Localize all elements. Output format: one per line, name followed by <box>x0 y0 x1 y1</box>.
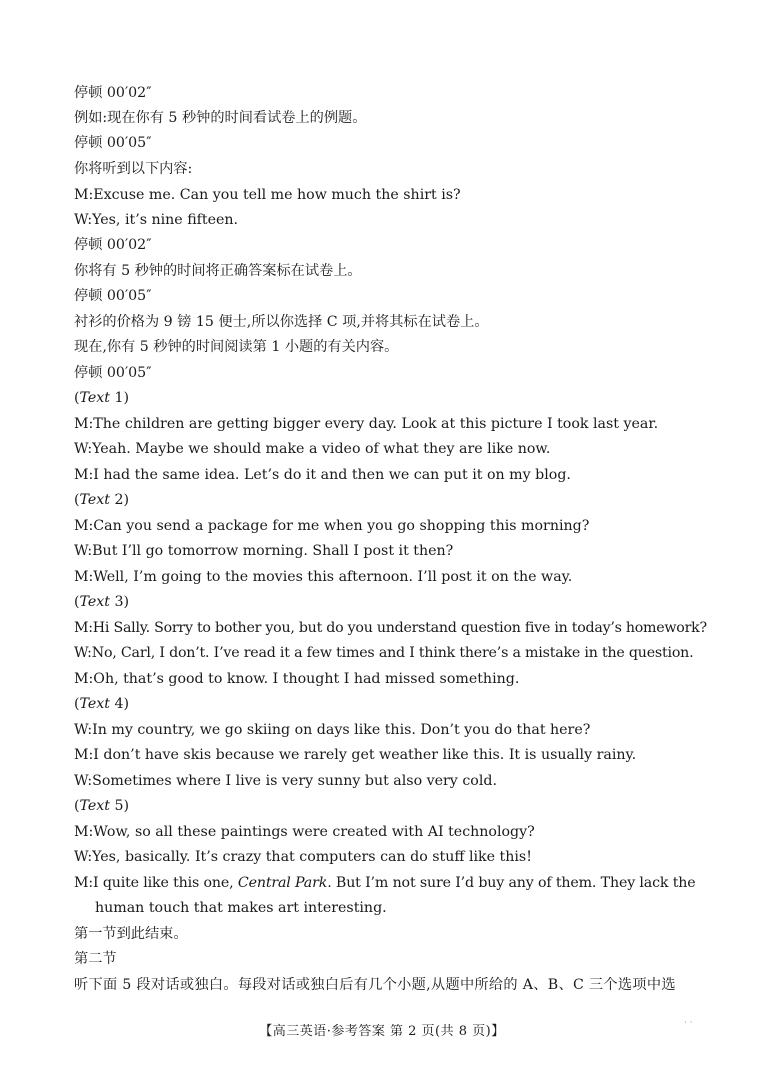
dialogue-line: M:Hi Sally. Sorry to bother you, but do you understand question five in today’s homework? <box>74 620 707 636</box>
text-label-num: 5) <box>110 798 130 814</box>
text-label-word: Text <box>79 696 111 712</box>
dialogue-line: M:Oh, that’s good to know. I thought I had missed something. <box>74 671 520 687</box>
text-label-open: ( <box>74 594 80 610</box>
dialogue-line: W:In my country, we go skiing on days like this. Don’t you do that here? <box>74 722 591 738</box>
text-label-word: Text <box>79 798 111 814</box>
pause-line: 停顿 00′05″ <box>74 365 152 381</box>
dialogue-line-start: M:I quite like this one, <box>74 875 238 891</box>
text-label-num: 3) <box>110 594 130 610</box>
text-label-word: Text <box>79 594 111 610</box>
dialogue-line: W:Sometimes where I live is very sunny but also very cold. <box>74 773 497 789</box>
instruction-line: 你将有 5 秒钟的时间将正确答案标在试卷上。 <box>74 263 362 279</box>
dialogue-line: W:No, Carl, I don’t. I’ve read it a few times and I think there’s a mistake in the question. <box>74 645 694 661</box>
instruction-line: 衬衫的价格为 9 镑 15 便士,所以你选择 C 项,并将其标在试卷上。 <box>74 314 489 330</box>
dialogue-line <box>74 874 696 892</box>
instruction-line: 听下面 5 段对话或独白。每段对话或独白后有几个小题,从题中所给的 A、B、C 三个选项中选 <box>74 977 676 993</box>
text-label <box>74 797 129 815</box>
instruction-line: 例如:现在你有 5 秒钟的时间看试卷上的例题。 <box>74 110 367 126</box>
text-label <box>74 389 129 407</box>
text-label <box>74 593 129 611</box>
dialogue-line: W:But I’ll go tomorrow morning. Shall I post it then? <box>74 543 454 559</box>
pause-line: 停顿 00′05″ <box>74 135 152 151</box>
text-label-num: 1) <box>110 390 130 406</box>
instruction-line: 现在,你有 5 秒钟的时间阅读第 1 小题的有关内容。 <box>74 339 399 355</box>
dialogue-line: M:I don’t have skis because we rarely get weather like this. It is usually rainy. <box>74 747 637 763</box>
instruction-line: 你将听到以下内容: <box>74 161 193 177</box>
scan-dots: · · <box>684 1018 693 1028</box>
pause-line: 停顿 00′05″ <box>74 288 152 304</box>
text-label-open: ( <box>74 696 80 712</box>
dialogue-line: M:The children are getting bigger every day. Look at this picture I took last year. <box>74 416 659 432</box>
dialogue-line: M:Can you send a package for me when you go shopping this morning? <box>74 518 590 534</box>
text-label <box>74 695 129 713</box>
dialogue-line: M:Excuse me. Can you tell me how much the shirt is? <box>74 187 461 203</box>
dialogue-line: M:I had the same idea. Let’s do it and then we can put it on my blog. <box>74 467 571 483</box>
text-label-word: Text <box>79 492 111 508</box>
text-label-num: 2) <box>110 492 130 508</box>
page-footer: 【高三英语·参考答案 第 2 页(共 8 页)】 <box>259 1024 505 1039</box>
dialogue-continuation: human touch that makes art interesting. <box>95 900 387 916</box>
text-label-word: Text <box>79 390 111 406</box>
painting-title: Central Park <box>237 875 328 891</box>
pause-line: 停顿 00′02″ <box>74 85 152 101</box>
dialogue-line: W:Yes, it’s nine fifteen. <box>74 212 239 228</box>
dialogue-line-end: . But I’m not sure I’d buy any of them. They lack the <box>327 875 696 891</box>
section-end-line: 第一节到此结束。 <box>74 926 188 942</box>
section-heading: 第二节 <box>74 951 117 967</box>
text-label-num: 4) <box>110 696 130 712</box>
pause-line: 停顿 00′02″ <box>74 237 152 253</box>
dialogue-line: M:Wow, so all these paintings were created with AI technology? <box>74 824 535 840</box>
text-label-open: ( <box>74 798 80 814</box>
dialogue-line: W:Yeah. Maybe we should make a video of what they are like now. <box>74 441 551 457</box>
text-label-open: ( <box>74 492 80 508</box>
text-label-open: ( <box>74 390 80 406</box>
dialogue-line: W:Yes, basically. It’s crazy that computers can do stuff like this! <box>74 849 532 865</box>
dialogue-line: M:Well, I’m going to the movies this afternoon. I’ll post it on the way. <box>74 569 573 585</box>
text-label <box>74 491 129 509</box>
